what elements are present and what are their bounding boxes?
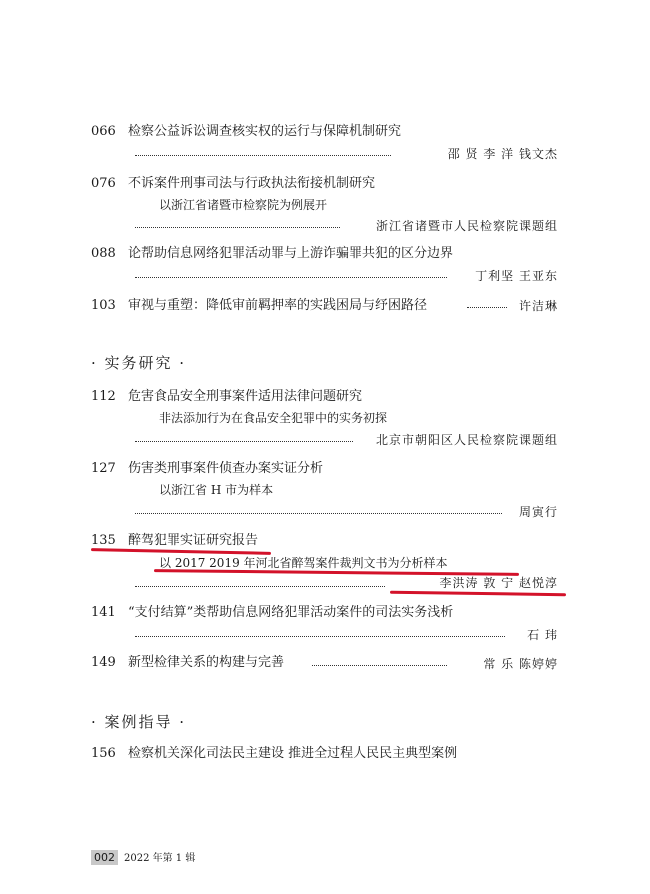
entry-title: 检察机关深化司法民主建设 推进全过程人民民主典型案例 bbox=[128, 746, 458, 761]
page-number: 066 bbox=[91, 124, 116, 139]
leader-dots bbox=[135, 586, 385, 587]
page-number: 112 bbox=[91, 389, 116, 404]
entry-authors: 常 乐 陈婷婷 bbox=[483, 657, 558, 671]
toc-entry-076[interactable] bbox=[91, 176, 375, 192]
entry-authors: 李洪涛 敦 宁 赵悦淳 bbox=[439, 576, 558, 590]
entry-title: 审视与重塑：降低审前羁押率的实践困局与纾困路径 bbox=[128, 298, 428, 313]
entry-authors: 北京市朝阳区人民检察院课题组 bbox=[375, 433, 558, 447]
highlight-underline-subtitle bbox=[154, 569, 519, 576]
entry-authors: 丁利坚 王亚东 bbox=[475, 269, 558, 283]
leader-dots bbox=[135, 277, 447, 278]
entry-authors: 石 玮 bbox=[527, 628, 558, 642]
entry-authors: 邵 贤 李 洋 钱文杰 bbox=[447, 147, 558, 161]
entry-title: 论帮助信息网络犯罪活动罪与上游诈骗罪共犯的区分边界 bbox=[128, 246, 454, 261]
section-heading: · 实务研究 · bbox=[91, 354, 187, 372]
entry-subtitle: 非法添加行为在食品安全犯罪中的实务初探 bbox=[159, 411, 388, 425]
toc-entry-112[interactable] bbox=[91, 389, 362, 405]
entry-title: 不诉案件刑事司法与行政执法衔接机制研究 bbox=[128, 176, 376, 191]
page-number: 141 bbox=[91, 605, 116, 620]
page-number: 135 bbox=[91, 533, 116, 548]
toc-entry-103[interactable] bbox=[91, 298, 427, 314]
toc-entry-127[interactable] bbox=[91, 461, 323, 477]
highlight-underline-authors bbox=[390, 591, 566, 596]
page-footer bbox=[91, 849, 195, 865]
toc-entry-135[interactable] bbox=[91, 533, 258, 549]
entry-authors: 周寅行 bbox=[518, 505, 558, 519]
footer-issue: 2022 年第 1 辑 bbox=[124, 853, 196, 864]
entry-title: 检察公益诉讼调查核实权的运行与保障机制研究 bbox=[128, 124, 402, 139]
page-number: 156 bbox=[91, 746, 116, 761]
highlight-underline-title bbox=[91, 548, 271, 555]
toc-entry-066[interactable] bbox=[91, 124, 401, 140]
page-number: 103 bbox=[91, 298, 116, 313]
entry-subtitle: 以浙江省 H 市为样本 bbox=[159, 483, 274, 497]
entry-title: 伤害类刑事案件侦查办案实证分析 bbox=[128, 461, 324, 476]
page-number: 149 bbox=[91, 655, 116, 670]
page-number: 076 bbox=[91, 176, 116, 191]
entry-authors: 许洁琳 bbox=[518, 299, 558, 313]
entry-title: 醉驾犯罪实证研究报告 bbox=[128, 533, 259, 548]
entry-authors: 浙江省诸暨市人民检察院课题组 bbox=[375, 219, 558, 233]
entry-title: 新型检律关系的构建与完善 bbox=[128, 655, 285, 670]
entry-subtitle: 以 2017 2019 年河北省醉驾案件裁判文书为分析样本 bbox=[159, 556, 448, 570]
toc-entry-156[interactable] bbox=[91, 746, 457, 762]
leader-dots bbox=[135, 227, 340, 228]
entry-subtitle: 以浙江省诸暨市检察院为例展开 bbox=[159, 198, 328, 212]
page-number: 088 bbox=[91, 246, 116, 261]
footer-page-number: 002 bbox=[91, 850, 118, 865]
leader-dots bbox=[135, 155, 391, 156]
section-heading: · 案例指导 · bbox=[91, 713, 187, 731]
toc-entry-088[interactable] bbox=[91, 246, 453, 262]
leader-dots bbox=[467, 307, 507, 308]
leader-dots bbox=[312, 665, 447, 666]
leader-dots bbox=[135, 441, 353, 442]
toc-entry-141[interactable] bbox=[91, 605, 453, 621]
toc-entry-149[interactable] bbox=[91, 655, 284, 671]
entry-title: 危害食品安全刑事案件适用法律问题研究 bbox=[128, 389, 363, 404]
leader-dots bbox=[135, 636, 505, 637]
leader-dots bbox=[135, 513, 502, 514]
page-number: 127 bbox=[91, 461, 116, 476]
entry-title: “支付结算”类帮助信息网络犯罪活动案件的司法实务浅析 bbox=[128, 605, 454, 620]
